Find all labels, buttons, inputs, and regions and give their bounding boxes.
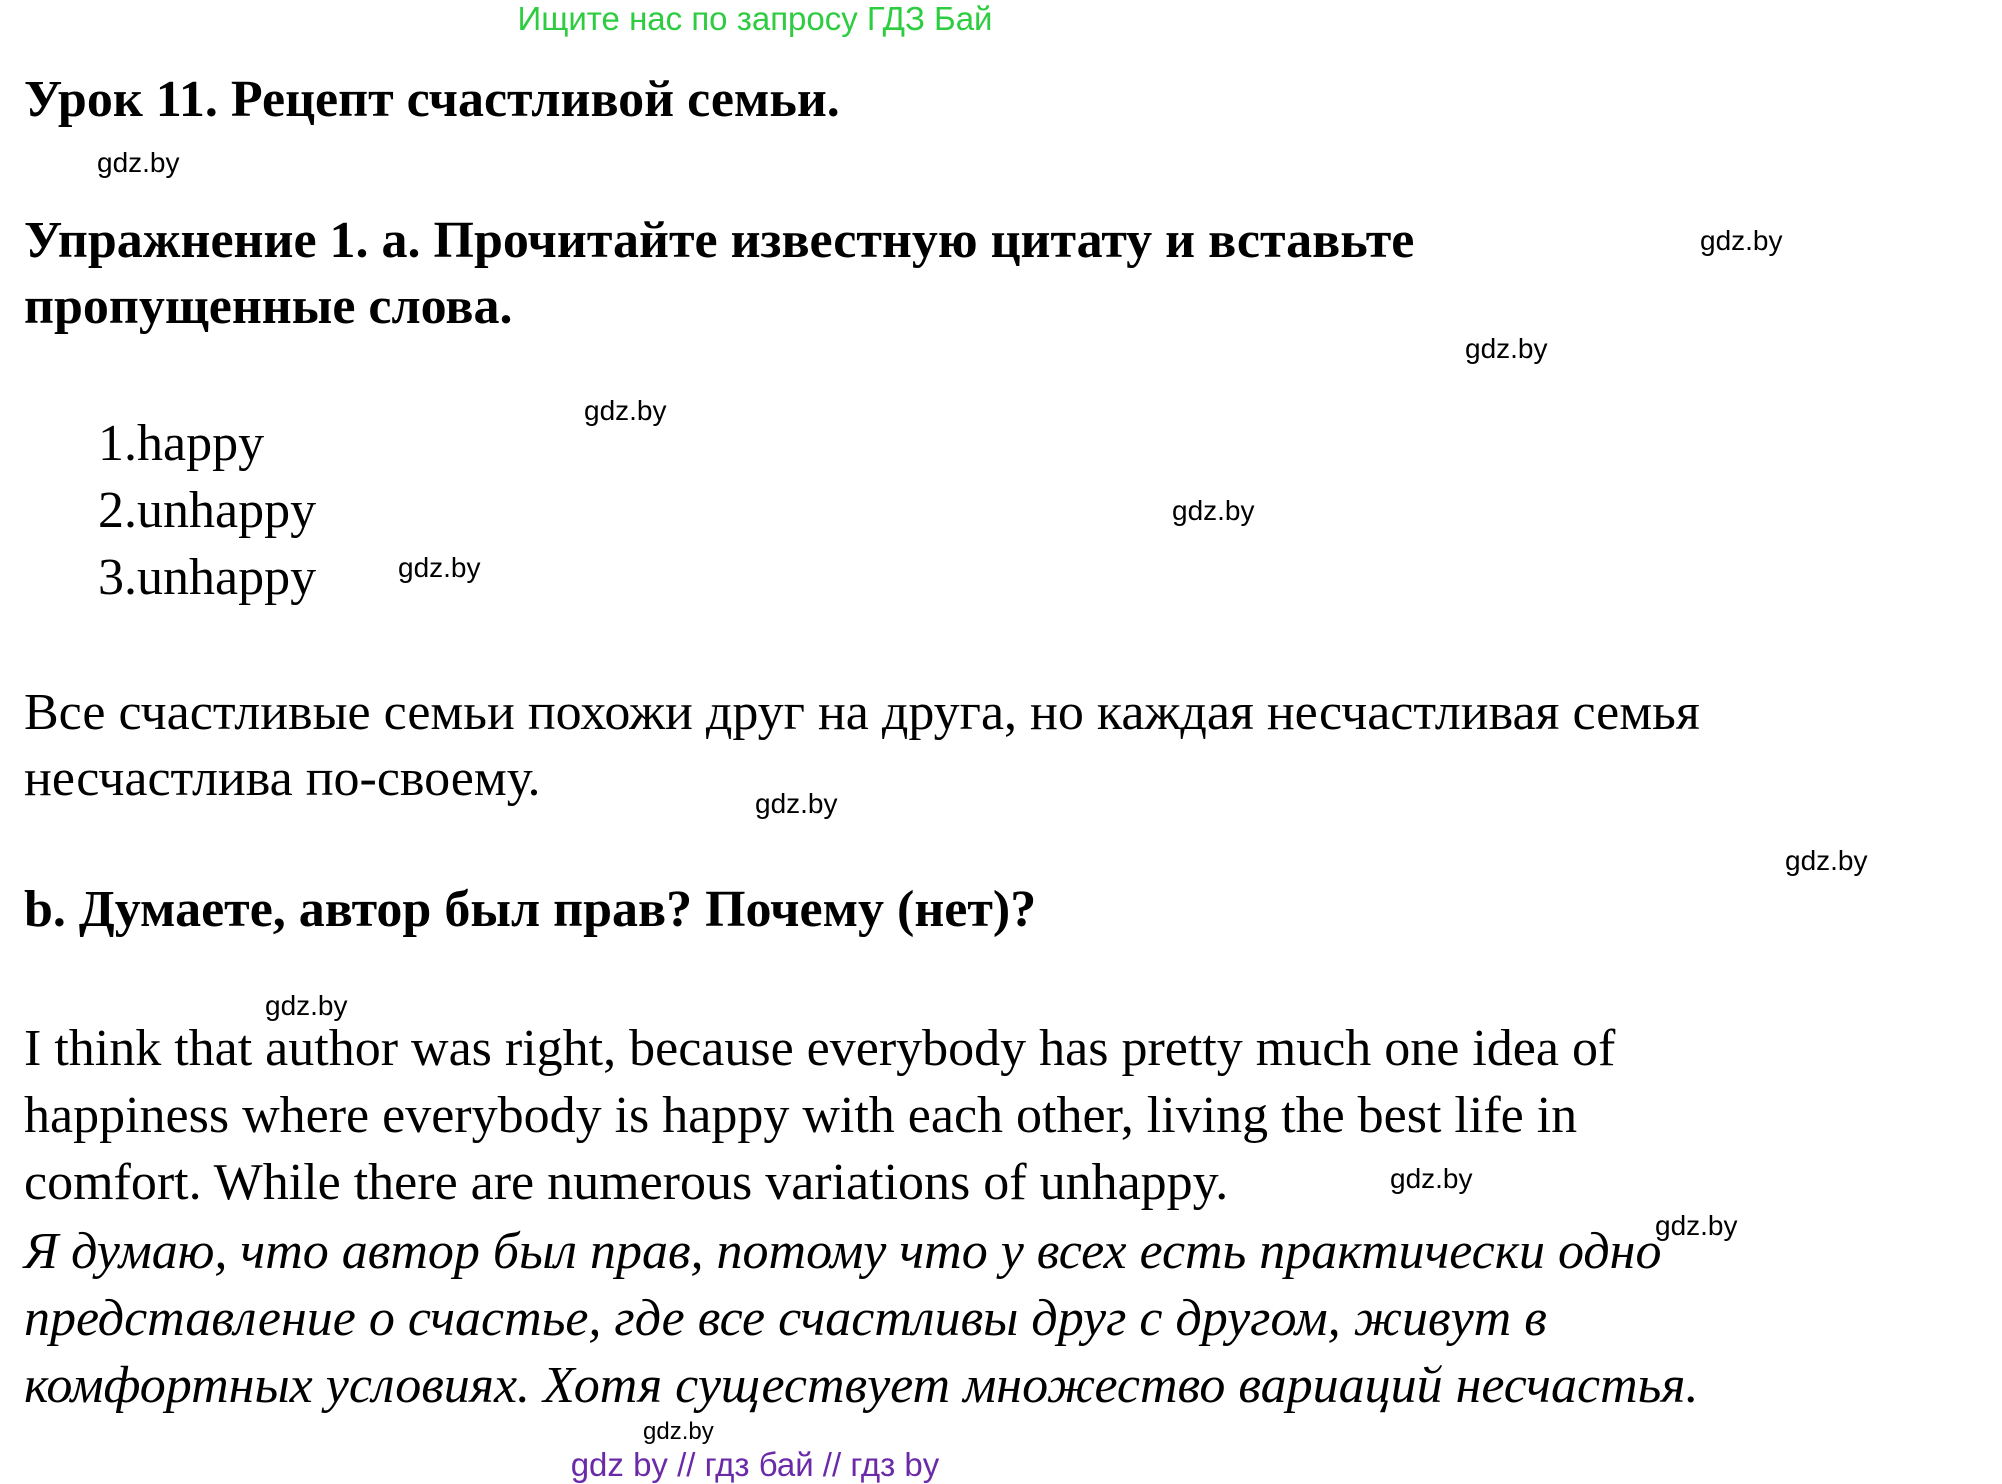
- watermark: gdz.by: [398, 552, 481, 583]
- exercise-heading: [24, 208, 1414, 340]
- quote-line: Все счастливые семьи похожи друг на друга, но каждая несчастливая семья: [24, 684, 1700, 741]
- watermark: gdz.by: [1700, 225, 1783, 256]
- english-answer-line: I think that author was right, because everybody has pretty much one idea of: [24, 1020, 1616, 1077]
- watermark: gdz.by: [643, 1418, 714, 1445]
- russian-answer: [24, 1218, 1698, 1419]
- quote-line: несчастлива по-своему.: [24, 750, 541, 807]
- answer-item: 3.unhappy: [98, 549, 317, 606]
- russian-answer-line: представление о счастье, где все счастливы друг с другом, живут в: [24, 1290, 1547, 1347]
- answer-item: 2.unhappy: [98, 482, 317, 539]
- english-answer-line: happiness where everybody is happy with each other, living the best life in: [24, 1087, 1578, 1144]
- watermark: gdz.by: [755, 788, 838, 819]
- footer-links: gdz by // гдз бай // гдз by: [570, 1446, 940, 1483]
- watermark: gdz.by: [97, 147, 180, 178]
- russian-answer-line: Я думаю, что автор был прав, потому что у всех есть практически одно: [24, 1223, 1662, 1280]
- watermark: gdz.by: [584, 395, 667, 426]
- part-b-heading: b. Думаете, автор был прав? Почему (нет)?: [24, 881, 1037, 938]
- watermark: gdz.by: [1465, 333, 1548, 364]
- english-answer: [24, 1015, 1615, 1216]
- watermark: gdz.by: [1655, 1210, 1738, 1241]
- answer-list: [98, 410, 316, 611]
- watermark: gdz.by: [1390, 1163, 1473, 1194]
- russian-answer-line: комфортных условиях. Хотя существует множество вариаций несчастья.: [24, 1357, 1699, 1414]
- watermark: gdz.by: [1172, 495, 1255, 526]
- answer-item: 1.happy: [98, 415, 265, 472]
- english-answer-line: comfort. While there are numerous variations of unhappy.: [24, 1154, 1229, 1211]
- watermark: gdz.by: [1785, 845, 1868, 876]
- lesson-title: Урок 11. Рецепт счастливой семьи.: [24, 71, 840, 128]
- exercise-heading-line: Упражнение 1. а. Прочитайте известную цитату и вставьте: [24, 212, 1415, 269]
- exercise-heading-line: пропущенные слова.: [24, 278, 513, 335]
- watermark: gdz.by: [265, 990, 348, 1021]
- search-banner: Ищите нас по запросу ГДЗ Бай: [517, 0, 993, 37]
- quote-paragraph: [24, 680, 1700, 812]
